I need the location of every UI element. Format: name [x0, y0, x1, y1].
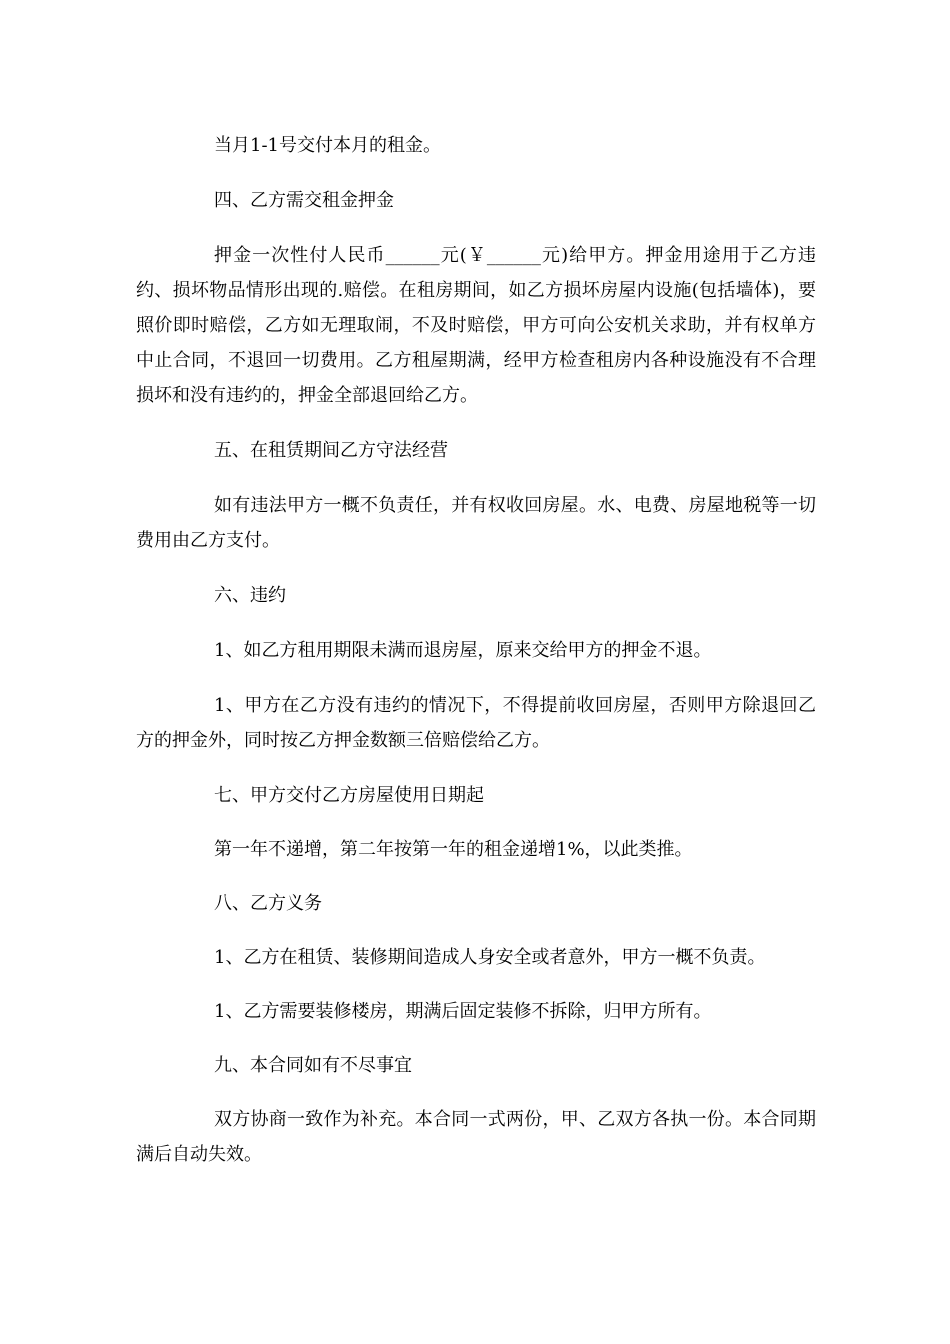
heading-section-4-deposit: 四、乙方需交租金押金 — [214, 190, 394, 211]
paragraph-supplement-terms: 双方协商一致作为补充。本合同一式两份，甲、乙双方各执一份。本合同期满后自动失效。 — [136, 1109, 816, 1165]
paragraph-obligation-safety: 1、乙方在租赁、装修期间造成人身安全或者意外，甲方一概不负责。 — [214, 947, 766, 968]
paragraph-lawful-operation: 如有违法甲方一概不负责任，并有权收回房屋。水、电费、房屋地税等一切费用由乙方支付。 — [136, 495, 816, 551]
heading-section-6-breach: 六、违约 — [214, 585, 286, 606]
paragraph-rent-payment: 当月1-1号交付本月的租金。 — [214, 135, 441, 156]
paragraph-deposit-terms: 押金一次性付人民币______元(￥______元)给甲方。押金用途用于乙方违约、损坏物品情形出现的.赔偿。在租房期间，如乙方损坏房屋内设施(包括墙体)，要照价即时赔偿，乙方如无理取闹，不及时赔偿，甲方可向公安机关求助，并有权单方中止合同，不退回一切费用。乙方租屋期满，经甲方检查租房内各种设施没有不合理损坏和没有违约的，押金全部退回给乙方。 — [136, 245, 816, 406]
heading-section-5-lawful-operation: 五、在租赁期间乙方守法经营 — [214, 440, 448, 461]
paragraph-obligation-renovation: 1、乙方需要装修楼房，期满后固定装修不拆除，归甲方所有。 — [214, 1001, 712, 1022]
heading-section-7-start-date: 七、甲方交付乙方房屋使用日期起 — [214, 785, 484, 806]
heading-section-8-tenant-obligations: 八、乙方义务 — [214, 893, 322, 914]
paragraph-breach-tenant: 1、如乙方租用期限未满而退房屋，原来交给甲方的押金不退。 — [214, 640, 712, 661]
paragraph-rent-increase: 第一年不递增，第二年按第一年的租金递增1%，以此类推。 — [214, 839, 693, 860]
heading-section-9-supplement: 九、本合同如有不尽事宜 — [214, 1055, 412, 1076]
paragraph-breach-landlord: 1、甲方在乙方没有违约的情况下，不得提前收回房屋，否则甲方除退回乙方的押金外，同时按乙方押金数额三倍赔偿给乙方。 — [136, 695, 816, 751]
document-body — [136, 128, 816, 1172]
